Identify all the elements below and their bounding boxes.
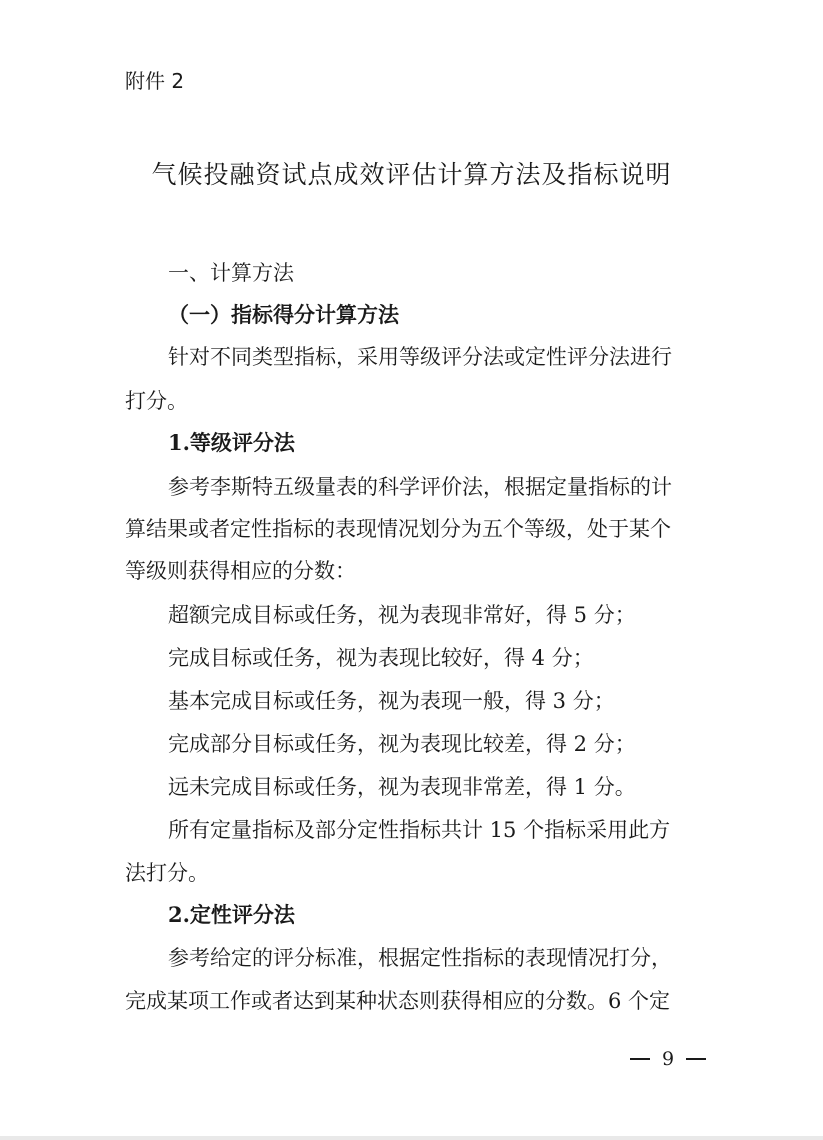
method-heading: 1.等级评分法 [168, 430, 295, 455]
page-number-value: 9 [662, 1048, 675, 1070]
dash-left [630, 1058, 650, 1060]
paragraph-line: 参考李斯特五级量表的科学评价法，根据定量指标的计 [168, 475, 672, 499]
paragraph-line: 所有定量指标及部分定性指标共计 15 个指标采用此方 [168, 818, 671, 842]
paragraph-line: 参考给定的评分标准，根据定性指标的表现情况打分， [168, 946, 672, 970]
paragraph-line: 完成某项工作或者达到某种状态则获得相应的分数。6 个定 [125, 989, 671, 1013]
grade-item: 基本完成目标或任务，视为表现一般，得 3 分； [168, 689, 615, 713]
grade-item: 远未完成目标或任务，视为表现非常差，得 1 分。 [168, 775, 636, 799]
grade-item: 完成部分目标或任务，视为表现比较差，得 2 分； [168, 732, 636, 756]
document-title: 气候投融资试点成效评估计算方法及指标说明 [151, 160, 672, 189]
paragraph-line: 法打分。 [125, 861, 209, 885]
attachment-label: 附件 2 [125, 69, 185, 93]
page-number [630, 1048, 706, 1070]
paragraph-line: 算结果或者定性指标的表现情况划分为五个等级，处于某个 [125, 517, 671, 541]
dash-right [686, 1058, 706, 1060]
method-heading: 2.定性评分法 [168, 902, 295, 927]
paragraph-line: 等级则获得相应的分数： [125, 559, 356, 583]
subsection-heading: （一）指标得分计算方法 [168, 302, 399, 327]
page-bottom-edge [0, 1136, 823, 1140]
paragraph-line: 针对不同类型指标，采用等级评分法或定性评分法进行 [168, 345, 672, 369]
paragraph-line: 打分。 [125, 389, 188, 413]
section-heading: 一、计算方法 [168, 261, 294, 285]
grade-item: 超额完成目标或任务，视为表现非常好，得 5 分； [168, 603, 636, 627]
grade-item: 完成目标或任务，视为表现比较好，得 4 分； [168, 646, 594, 670]
